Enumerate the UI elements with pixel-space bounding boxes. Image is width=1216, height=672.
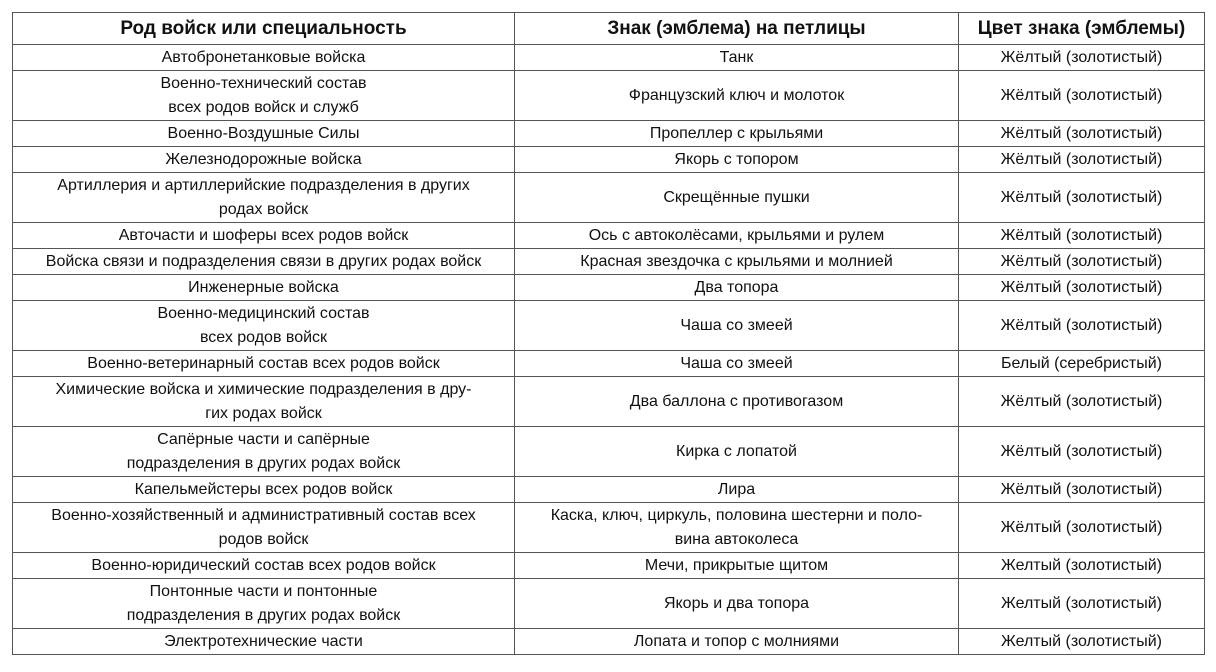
branch-cell-line: Военно-Воздушные Силы	[167, 124, 360, 142]
header-branch: Род войск или специальность	[13, 13, 515, 45]
branch-cell	[13, 477, 515, 503]
branch-cell	[13, 553, 515, 579]
branch-cell	[13, 121, 515, 147]
branch-cell-line: Артиллерия и артиллерийские подразделения в других	[57, 176, 470, 194]
branch-cell	[13, 223, 515, 249]
color-cell: Жёлтый (золотистый)	[959, 377, 1205, 427]
table-row	[13, 553, 1205, 579]
emblem-cell	[515, 275, 959, 301]
emblem-cell-line: Чаша со змеей	[680, 354, 793, 372]
branch-cell-line: всех родов войск	[199, 328, 328, 346]
emblem-cell-line: Чаша со змеей	[680, 316, 793, 334]
emblem-cell	[515, 71, 959, 121]
branch-cell-line: Инженерные войска	[188, 278, 339, 296]
branch-cell-line: Военно-медицинский состав	[157, 304, 370, 322]
table-row	[13, 223, 1205, 249]
emblem-cell	[515, 121, 959, 147]
emblem-cell	[515, 579, 959, 629]
emblem-cell	[515, 629, 959, 655]
emblem-cell	[515, 377, 959, 427]
emblem-cell-line: Два топора	[694, 278, 779, 296]
emblem-cell	[515, 351, 959, 377]
table-row	[13, 427, 1205, 477]
branch-cell-line: Военно-технический состав	[160, 74, 367, 92]
table-body	[13, 45, 1205, 655]
color-cell: Жёлтый (золотистый)	[959, 45, 1205, 71]
color-cell: Жёлтый (золотистый)	[959, 427, 1205, 477]
emblem-cell-line: Танк	[719, 48, 754, 66]
branch-cell-line: родах войск	[218, 200, 309, 218]
branch-cell-line: Химические войска и химические подразделения в дру-	[55, 380, 472, 398]
emblem-cell-line: Кирка с лопатой	[676, 442, 797, 460]
color-cell: Желтый (золотистый)	[959, 579, 1205, 629]
emblem-cell	[515, 223, 959, 249]
branch-cell	[13, 301, 515, 351]
branch-cell-line: подразделения в других родах войск	[126, 606, 401, 624]
table-row	[13, 301, 1205, 351]
table-row	[13, 45, 1205, 71]
branch-cell-line: Понтонные части и понтонные	[149, 582, 378, 600]
branch-cell-line: Авточасти и шоферы всех родов войск	[118, 226, 409, 244]
table-row	[13, 249, 1205, 275]
table-row	[13, 377, 1205, 427]
branch-cell	[13, 427, 515, 477]
branch-cell	[13, 629, 515, 655]
emblem-cell	[515, 147, 959, 173]
emblem-cell-line: Ось с автоколёсами, крыльями и рулем	[588, 226, 885, 244]
branch-cell	[13, 503, 515, 553]
header-emblem: Знак (эмблема) на петлицы	[515, 13, 959, 45]
table-row	[13, 629, 1205, 655]
color-cell: Жёлтый (золотистый)	[959, 71, 1205, 121]
emblem-cell	[515, 45, 959, 71]
emblem-cell	[515, 553, 959, 579]
emblem-cell	[515, 173, 959, 223]
branch-cell	[13, 377, 515, 427]
emblem-cell-line: Два баллона с противогазом	[629, 392, 844, 410]
color-cell: Жёлтый (золотистый)	[959, 147, 1205, 173]
branch-cell-line: Военно-хозяйственный и административный состав всех	[51, 506, 476, 524]
emblem-cell-line: вина автоколеса	[674, 530, 799, 548]
branch-cell-line: Капельмейстеры всех родов войск	[134, 480, 393, 498]
color-cell: Жёлтый (золотистый)	[959, 121, 1205, 147]
branch-cell	[13, 173, 515, 223]
branch-cell-line: Электротехнические части	[164, 632, 363, 650]
branch-cell	[13, 579, 515, 629]
branch-cell-line: Сапёрные части и сапёрные	[157, 430, 370, 448]
branch-cell	[13, 45, 515, 71]
color-cell: Жёлтый (золотистый)	[959, 503, 1205, 553]
emblem-cell-line: Пропеллер с крыльями	[649, 124, 824, 142]
color-cell: Жёлтый (золотистый)	[959, 477, 1205, 503]
table-row	[13, 503, 1205, 553]
table-row	[13, 121, 1205, 147]
emblem-cell-line: Лопата и топор с молниями	[633, 632, 840, 650]
color-cell: Жёлтый (золотистый)	[959, 249, 1205, 275]
branch-cell	[13, 249, 515, 275]
emblem-cell-line: Лира	[717, 480, 756, 498]
emblem-cell-line: Красная звездочка с крыльями и молнией	[580, 252, 893, 270]
branch-cell	[13, 275, 515, 301]
header-row	[13, 13, 1205, 45]
header-color: Цвет знака (эмблемы)	[959, 13, 1205, 45]
color-cell: Жёлтый (золотистый)	[959, 275, 1205, 301]
branch-cell	[13, 351, 515, 377]
color-cell: Жёлтый (золотистый)	[959, 301, 1205, 351]
emblem-cell-line: Скрещённые пушки	[663, 188, 810, 206]
color-cell: Белый (серебристый)	[959, 351, 1205, 377]
emblem-cell	[515, 503, 959, 553]
color-cell: Жёлтый (золотистый)	[959, 173, 1205, 223]
branch-cell-line: Автобронетанковые войска	[161, 48, 366, 66]
emblem-cell-line: Якорь и два топора	[663, 594, 810, 612]
branch-cell-line: Военно-ветеринарный состав всех родов войск	[87, 354, 440, 372]
table-row	[13, 275, 1205, 301]
table-row	[13, 71, 1205, 121]
emblem-cell-line: Каска, ключ, циркуль, половина шестерни и поло-	[550, 506, 923, 524]
emblem-cell	[515, 301, 959, 351]
branch-cell-line: гих родах войск	[205, 404, 322, 422]
table-row	[13, 579, 1205, 629]
branch-cell	[13, 147, 515, 173]
emblem-cell	[515, 477, 959, 503]
color-cell: Желтый (золотистый)	[959, 553, 1205, 579]
emblem-cell-line: Якорь с топором	[674, 150, 799, 168]
branch-cell	[13, 71, 515, 121]
table-row	[13, 147, 1205, 173]
table-row	[13, 173, 1205, 223]
branch-cell-line: родов войск	[218, 530, 309, 548]
branch-cell-line: подразделения в других родах войск	[126, 454, 401, 472]
branch-cell-line: Войска связи и подразделения связи в других родах войск	[45, 252, 482, 270]
table-row	[13, 477, 1205, 503]
table-row	[13, 351, 1205, 377]
color-cell: Желтый (золотистый)	[959, 629, 1205, 655]
emblem-cell-line: Мечи, прикрытые щитом	[644, 556, 829, 574]
emblem-cell-line: Французский ключ и молоток	[628, 86, 845, 104]
emblem-cell	[515, 427, 959, 477]
insignia-table	[12, 12, 1205, 655]
branch-cell-line: Железнодорожные войска	[165, 150, 362, 168]
emblem-cell	[515, 249, 959, 275]
branch-cell-line: всех родов войск и служб	[168, 98, 359, 116]
color-cell: Жёлтый (золотистый)	[959, 223, 1205, 249]
branch-cell-line: Военно-юридический состав всех родов войск	[91, 556, 436, 574]
